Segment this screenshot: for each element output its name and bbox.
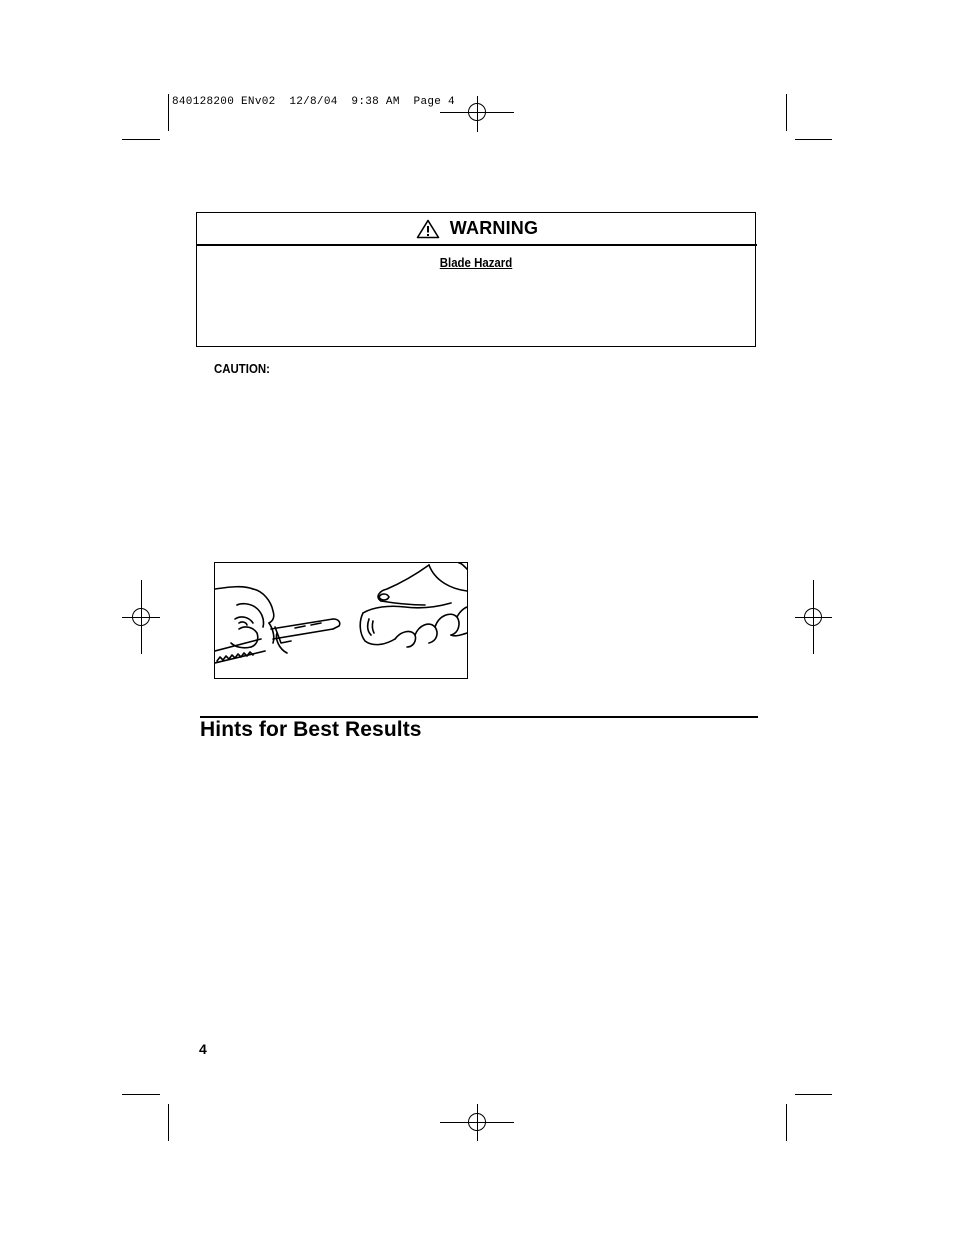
hands-blade-drawing	[215, 563, 467, 678]
blade-removal-illustration	[214, 562, 468, 679]
crop-mark-bottom-left-horizontal	[122, 1094, 160, 1095]
page-number: 4	[199, 1041, 207, 1057]
crop-mark-bottom-right-horizontal	[795, 1094, 832, 1095]
crop-mark-top-left-horizontal	[122, 139, 160, 140]
crop-mark-bottom-right-vertical	[786, 1104, 787, 1141]
caution-label: CAUTION:	[214, 361, 270, 376]
registration-mark-bottom-circle	[468, 1113, 486, 1131]
registration-mark-right-circle	[804, 608, 822, 626]
crop-mark-top-right-horizontal	[795, 139, 832, 140]
print-slug: 840128200 ENv02 12/8/04 9:38 AM Page 4	[172, 96, 455, 108]
registration-mark-left-circle	[132, 608, 150, 626]
warning-triangle-icon	[416, 219, 440, 239]
warning-title: WARNING	[449, 218, 539, 238]
crop-mark-bottom-left-vertical	[168, 1104, 169, 1141]
warning-box	[196, 212, 756, 347]
crop-mark-top-left-vertical	[168, 94, 169, 131]
crop-mark-top-right-vertical	[786, 94, 787, 131]
warning-header	[197, 213, 757, 246]
registration-mark-top-circle	[468, 103, 486, 121]
hints-heading: Hints for Best Results	[200, 718, 422, 741]
warning-subtitle: Blade Hazard	[439, 255, 513, 270]
